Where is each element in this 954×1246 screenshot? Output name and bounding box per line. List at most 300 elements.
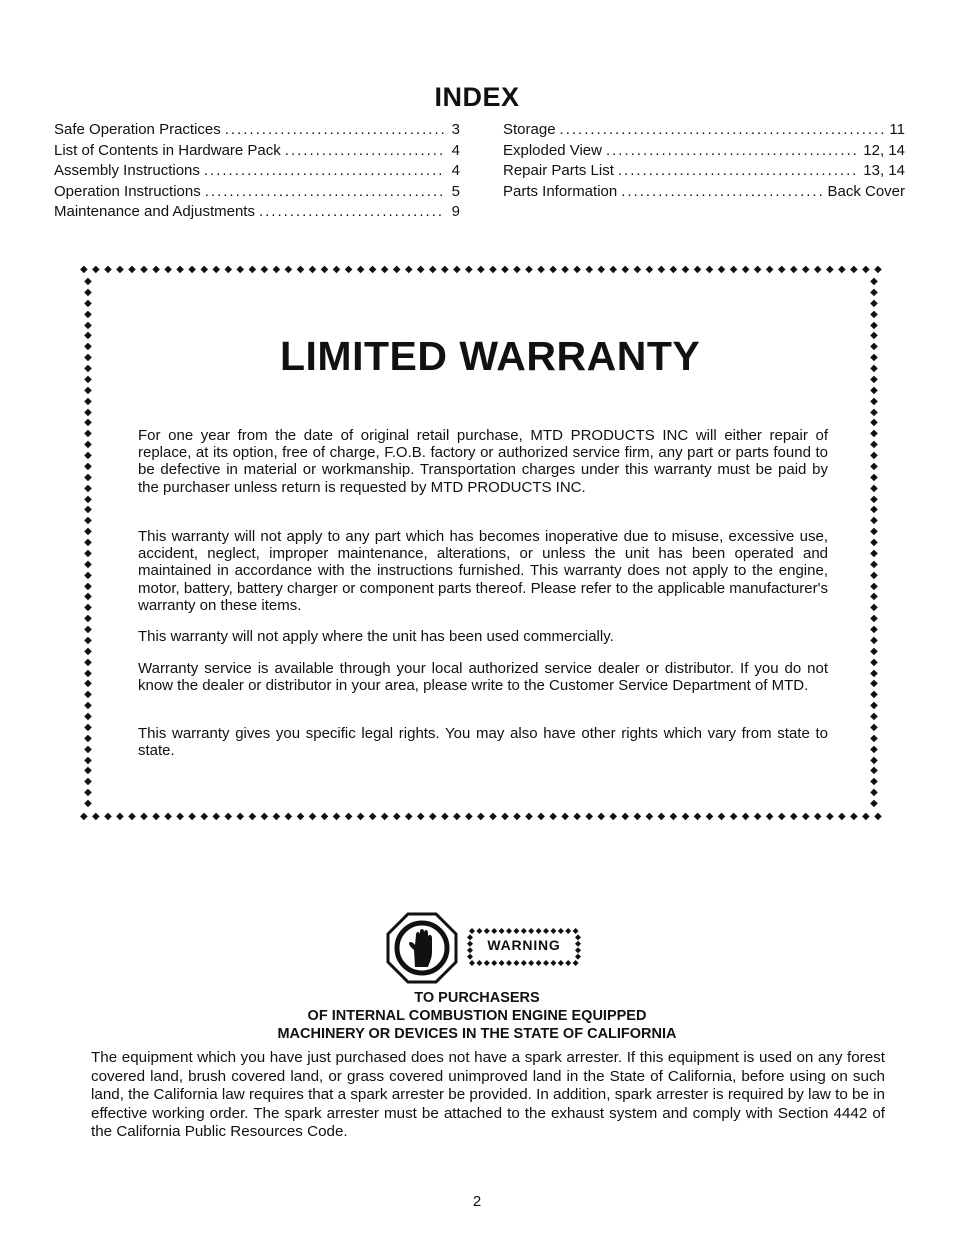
diamond-ornament: ◆ [84,395,92,407]
warranty-paragraph: Warranty service is available through your local authorized service dealer or distributor. If you do not know the dealer or distributor in your area, please write to the Customer Service Department of MTD. [138,660,828,695]
diamond-ornament: ◆ [870,591,878,603]
diamond-ornament: ◆ [870,352,878,364]
warning-heading-line: OF INTERNAL COMBUSTION ENGINE EQUIPPED [307,1008,647,1024]
diamond-ornament: ◆ [801,812,810,822]
diamond-ornament: ◆ [609,812,618,822]
diamond-ornament: ◆ [657,812,666,822]
warranty-paragraph: For one year from the date of original retail purchase, MTD PRODUCTS INC will either repair of replace, at its option, free of charge, F.O.B. factory or authorized service firm, any part or parts found to be defective in material or workmanship. Transportation charges under this warranty must be paid by the purchaser unless return is requested by MTD PRODUCTS INC. [138,427,828,496]
diamond-ornament: ◆ [356,265,365,275]
diamond-ornament: ◆ [657,265,666,275]
diamond-ornament: ◆ [801,265,810,275]
diamond-ornament: ◆ [380,812,389,822]
diamond-ornament: ◆ [152,265,160,275]
diamond-ornament: ◆ [870,798,878,809]
diamond-ornament: ◆ [862,812,870,822]
index-entry-page: 12, 14 [863,141,905,159]
diamond-ornament [528,960,534,966]
diamond-ornament: ◆ [753,265,762,275]
diamond-ornament: ◆ [84,700,92,712]
diamond-ornament: ◆ [248,812,257,822]
diamond-ornament: ◆ [870,277,878,287]
diamond-ornament: ◆ [870,395,878,407]
diamond-ornament [484,928,490,934]
diamond-ornament: ◆ [621,812,630,822]
diamond-ornament [506,960,512,966]
diamond-ornament: ◆ [84,667,92,679]
diamond-ornament: ◆ [84,798,92,809]
diamond-ornament: ◆ [874,812,882,822]
diamond-ornament: ◆ [870,373,878,385]
diamond-ornament: ◆ [140,265,148,275]
hand-stop-icon [386,912,458,984]
warning-heading-line: MACHINERY OR DEVICES IN THE STATE OF CALIFORNIA [277,1026,677,1042]
index-entry-page: 13, 14 [863,162,905,179]
diamond-ornament: ◆ [84,602,92,614]
diamond-ornament: ◆ [717,265,726,275]
diamond-ornament: ◆ [729,812,738,822]
diamond-ornament: ◆ [80,812,88,822]
diamond-ornament: ◆ [84,417,92,429]
diamond-ornament: ◆ [705,812,714,822]
diamond-ornament: ◆ [84,460,92,472]
index-entry-page: 11 [889,121,905,138]
warranty-paragraph: This warranty will not apply where the unit has been used commercially. [138,628,614,645]
diamond-ornament: ◆ [753,812,762,822]
diamond-ornament: ◆ [440,265,449,275]
diamond-ornament: ◆ [669,812,678,822]
diamond-ornament: ◆ [92,812,100,822]
diamond-ornament: ◆ [84,373,92,385]
diamond-ornament: ◆ [440,812,449,822]
diamond-ornament [550,928,556,934]
diamond-ornament: ◆ [465,812,473,822]
diamond-ornament: ◆ [320,812,329,822]
diamond-ornament: ◆ [693,265,702,275]
diamond-ornament: ◆ [84,613,92,625]
diamond-ornament: ◆ [537,265,545,275]
diamond-ornament: ◆ [870,537,878,548]
diamond-ornament: ◆ [870,460,878,472]
index-entry [54,202,460,223]
index-entry-page: 3 [451,121,460,138]
diamond-ornament: ◆ [84,656,92,668]
diamond-ornament [536,928,542,934]
diamond-ornament: ◆ [501,812,509,822]
diamond-ornament: ◆ [212,812,221,822]
diamond-ornament: ◆ [84,482,92,494]
diamond-ornament: ◆ [176,812,184,822]
warranty-title: LIMITED WARRANTY [280,333,701,379]
diamond-ornament: ◆ [404,265,413,275]
warning-heading-line: TO PURCHASERS [414,990,540,1006]
diamond-ornament: ◆ [870,384,878,396]
diamond-ornament: ◆ [489,812,497,822]
diamond-ornament: ◆ [84,624,92,635]
diamond-ornament: ◆ [573,812,581,822]
diamond-ornament: ◆ [284,812,293,822]
diamond-ornament: ◆ [489,265,497,275]
diamond-ornament: ◆ [80,265,88,275]
diamond-ornament: ◆ [104,265,112,275]
diamond-ornament: ◆ [870,634,878,646]
diamond-ornament [543,928,549,934]
diamond-ornament: ◆ [870,678,878,690]
diamond-ornament [543,960,549,966]
diamond-ornament: ◆ [308,812,317,822]
diamond-ornament: ◆ [84,297,92,309]
diamond-ornament [521,960,527,966]
diamond-ornament: ◆ [525,812,533,822]
diamond-ornament: ◆ [84,330,92,342]
warranty-paragraph: This warranty gives you specific legal rights. You may also have other rights which vary from state to state. [138,725,828,760]
diamond-ornament: ◆ [320,265,329,275]
diamond-ornament: ◆ [765,265,774,275]
diamond-ornament: ◆ [645,812,654,822]
diamond-ornament: ◆ [104,812,112,822]
index-entry [54,141,460,162]
index-entry [54,161,460,182]
diamond-ornament: ◆ [549,812,557,822]
diamond-ornament: ◆ [870,439,878,451]
diamond-ornament: ◆ [633,812,642,822]
diamond-ornament: ◆ [308,265,317,275]
diamond-ornament [513,928,519,934]
diamond-ornament: ◆ [84,439,92,451]
diamond-ornament: ◆ [693,812,702,822]
diamond-ornament: ◆ [870,363,878,374]
diamond-ornament: ◆ [84,591,92,603]
index-entry-label: Assembly Instructions [54,162,200,179]
diamond-ornament: ◆ [84,732,92,744]
diamond-ornament: ◆ [284,265,293,275]
diamond-ornament: ◆ [870,286,878,298]
diamond-ornament: ◆ [870,656,878,668]
diamond-ornament: ◆ [870,493,878,505]
diamond-ornament: ◆ [645,265,654,275]
diamond-ornament: ◆ [870,645,878,657]
diamond-ornament: ◆ [84,547,92,559]
diamond-ornament [506,928,512,934]
diamond-ornament: ◆ [428,812,437,822]
diamond-ornament: ◆ [477,812,485,822]
diamond-ornament: ◆ [870,558,878,570]
index-entry-label: Parts Information [503,182,618,200]
diamond-ornament: ◆ [404,812,413,822]
diamond-ornament [491,928,497,934]
diamond-ornament: ◆ [741,265,750,275]
index-entry-label: Storage [503,121,556,138]
diamond-border-right [867,277,881,809]
diamond-ornament: ◆ [224,812,233,822]
diamond-ornament: ◆ [84,384,92,396]
diamond-ornament: ◆ [92,265,100,275]
diamond-ornament: ◆ [260,265,269,275]
index-entry [503,161,905,182]
diamond-ornament: ◆ [344,812,353,822]
diamond-ornament [550,960,556,966]
diamond-ornament: ◆ [609,265,618,275]
warning-badge-label: WARNING [487,937,561,953]
diamond-ornament: ◆ [870,471,878,483]
diamond-ornament: ◆ [837,812,846,822]
diamond-ornament: ◆ [84,645,92,657]
diamond-ornament: ◆ [84,363,92,374]
diamond-ornament [499,960,505,966]
index-right-column [503,120,905,202]
index-entry [503,141,905,162]
index-entry-label: Exploded View [503,141,602,159]
index-left-column [54,120,460,223]
index-entry-label: Safe Operation Practices [54,121,221,138]
index-entry [503,182,905,203]
diamond-ornament: ◆ [870,406,878,418]
index-entry-label: List of Contents in Hardware Pack [54,141,281,159]
diamond-ornament: ◆ [870,319,878,331]
diamond-ornament: ◆ [870,297,878,309]
diamond-ornament: ◆ [870,602,878,614]
index-entry [54,182,460,203]
diamond-ornament: ◆ [84,765,92,777]
diamond-ornament: ◆ [850,265,858,275]
diamond-ornament: ◆ [870,428,878,440]
diamond-ornament: ◆ [84,319,92,331]
diamond-ornament: ◆ [84,580,92,592]
diamond-ornament [469,928,475,934]
diamond-ornament: ◆ [765,812,774,822]
diamond-ornament: ◆ [212,265,221,275]
diamond-ornament: ◆ [260,812,269,822]
diamond-ornament: ◆ [84,406,92,418]
diamond-ornament [573,960,579,966]
diamond-ornament: ◆ [813,265,822,275]
diamond-ornament: ◆ [870,732,878,744]
diamond-ornament: ◆ [380,265,389,275]
diamond-ornament: ◆ [561,265,569,275]
diamond-ornament: ◆ [84,286,92,298]
diamond-ornament: ◆ [116,265,124,275]
diamond-ornament: ◆ [84,428,92,440]
diamond-ornament: ◆ [561,812,569,822]
diamond-ornament: ◆ [870,330,878,342]
diamond-ornament: ◆ [870,526,878,538]
diamond-ornament: ◆ [870,776,878,788]
diamond-ornament: ◆ [870,504,878,516]
diamond-ornament [558,960,564,966]
diamond-ornament [521,928,527,934]
diamond-ornament: ◆ [84,493,92,505]
diamond-ornament: ◆ [84,689,92,701]
diamond-ornament: ◆ [870,754,878,766]
diamond-ornament: ◆ [870,580,878,592]
diamond-ornament: ◆ [870,624,878,635]
diamond-ornament: ◆ [84,277,92,287]
page-number: 2 [472,1193,482,1210]
diamond-ornament [476,960,482,966]
diamond-ornament: ◆ [84,787,92,799]
diamond-ornament: ◆ [741,812,750,822]
diamond-ornament: ◆ [573,265,581,275]
diamond-ornament: ◆ [777,812,786,822]
index-entry-page: 5 [451,182,460,200]
diamond-ornament: ◆ [84,634,92,646]
diamond-ornament: ◆ [296,265,305,275]
diamond-ornament: ◆ [176,265,184,275]
diamond-ornament [476,928,482,934]
diamond-ornament: ◆ [525,265,533,275]
diamond-ornament: ◆ [870,308,878,320]
diamond-ornament: ◆ [84,711,92,722]
diamond-ornament: ◆ [84,308,92,320]
diamond-ornament: ◆ [870,689,878,701]
diamond-ornament: ◆ [428,265,437,275]
diamond-ornament: ◆ [681,812,690,822]
diamond-ornament: ◆ [729,265,738,275]
index-entry-page: Back Cover [827,182,905,200]
diamond-ornament: ◆ [870,417,878,429]
diamond-ornament: ◆ [789,812,798,822]
diamond-ornament: ◆ [84,569,92,581]
diamond-ornament: ◆ [789,265,798,275]
diamond-ornament: ◆ [416,812,425,822]
diamond-ornament: ◆ [870,547,878,559]
diamond-ornament: ◆ [681,265,690,275]
diamond-ornament: ◆ [870,450,878,461]
diamond-ornament: ◆ [84,341,92,353]
diamond-ornament: ◆ [84,471,92,483]
diamond-ornament: ◆ [452,265,461,275]
diamond-ornament: ◆ [825,812,834,822]
diamond-ornament: ◆ [84,776,92,788]
diamond-ornament: ◆ [200,812,209,822]
diamond-ornament: ◆ [200,265,209,275]
diamond-ornament: ◆ [549,265,557,275]
diamond-ornament [536,960,542,966]
diamond-ornament: ◆ [84,558,92,570]
diamond-ornament: ◆ [152,812,160,822]
diamond-ornament: ◆ [356,812,365,822]
diamond-ornament [467,954,473,960]
diamond-ornament: ◆ [669,265,678,275]
diamond-ornament: ◆ [870,721,878,733]
diamond-ornament: ◆ [870,341,878,353]
index-entry [54,120,460,141]
diamond-ornament: ◆ [128,812,136,822]
diamond-ornament: ◆ [188,265,196,275]
diamond-ornament: ◆ [862,265,870,275]
diamond-ornament [565,960,571,966]
diamond-ornament: ◆ [164,265,172,275]
diamond-ornament [491,960,497,966]
diamond-ornament: ◆ [874,265,882,275]
diamond-ornament: ◆ [84,537,92,548]
diamond-ornament: ◆ [332,265,341,275]
diamond-ornament: ◆ [813,812,822,822]
diamond-ornament: ◆ [870,569,878,581]
diamond-ornament: ◆ [224,265,233,275]
diamond-ornament: ◆ [870,482,878,494]
warranty-paragraph: This warranty will not apply to any part which has becomes inoperative due to misuse, excessive use, accident, neglect, improper maintenance, alterations, or unless the unit has been operated and maintained in accordance with the instructions furnished. This warranty does not apply to the engine, motor, battery, battery charger or component parts thereof. Please refer to the applicable manufacturer's warranty on these items. [138,528,828,614]
diamond-ornament [499,928,505,934]
diamond-ornament: ◆ [236,265,245,275]
diamond-ornament: ◆ [84,721,92,733]
diamond-ornament: ◆ [236,812,245,822]
warning-body-text: The equipment which you have just purchased does not have a spark arrester. If this equipment is used on any forest covered land, brush covered land, or grass covered unimproved land in the State of California, before using on such land, the California law requires that a spark arrester be provided. In addition, spark arrester is required by law to be in effective working order. The spark arrester must be attached to the exhaust system and comply with Section 4442 of the California Public Resources Code. [91,1049,885,1141]
diamond-ornament: ◆ [597,265,606,275]
diamond-ornament: ◆ [452,812,461,822]
diamond-ornament: ◆ [332,812,341,822]
diamond-ornament [469,960,475,966]
diamond-ornament: ◆ [513,812,521,822]
diamond-ornament: ◆ [368,812,377,822]
diamond-ornament: ◆ [870,743,878,755]
diamond-ornament: ◆ [870,711,878,722]
index-entry-page: 4 [451,162,460,179]
index-entry-page: 9 [451,203,460,220]
diamond-ornament: ◆ [84,743,92,755]
index-title: INDEX [434,82,520,112]
diamond-border-left [81,277,95,809]
diamond-ornament: ◆ [597,812,606,822]
diamond-ornament: ◆ [850,812,858,822]
diamond-ornament: ◆ [272,265,281,275]
diamond-ornament: ◆ [84,450,92,461]
diamond-ornament: ◆ [870,765,878,777]
diamond-ornament: ◆ [140,812,148,822]
diamond-ornament: ◆ [392,265,401,275]
diamond-ornament: ◆ [84,352,92,364]
diamond-ornament: ◆ [392,812,401,822]
diamond-ornament [565,928,571,934]
diamond-ornament: ◆ [537,812,545,822]
diamond-border-bottom [80,812,882,826]
diamond-ornament: ◆ [84,678,92,690]
diamond-ornament: ◆ [84,504,92,516]
diamond-ornament: ◆ [188,812,196,822]
diamond-ornament: ◆ [870,700,878,712]
diamond-ornament: ◆ [705,265,714,275]
diamond-ornament: ◆ [477,265,485,275]
diamond-ornament: ◆ [84,526,92,538]
diamond-ornament: ◆ [248,265,257,275]
diamond-ornament: ◆ [837,265,846,275]
diamond-ornament: ◆ [501,265,509,275]
diamond-ornament: ◆ [416,265,425,275]
diamond-ornament: ◆ [84,515,92,527]
diamond-ornament: ◆ [585,265,594,275]
diamond-ornament: ◆ [870,613,878,625]
diamond-border-top [80,265,882,279]
index-entry [503,120,905,141]
diamond-ornament: ◆ [465,265,473,275]
diamond-ornament: ◆ [870,515,878,527]
diamond-ornament: ◆ [116,812,124,822]
index-entry-label: Maintenance and Adjustments [54,203,255,220]
diamond-ornament: ◆ [870,787,878,799]
diamond-ornament: ◆ [717,812,726,822]
diamond-ornament: ◆ [128,265,136,275]
diamond-ornament: ◆ [633,265,642,275]
diamond-ornament [484,960,490,966]
diamond-ornament: ◆ [585,812,594,822]
diamond-ornament: ◆ [777,265,786,275]
diamond-ornament: ◆ [84,754,92,766]
diamond-ornament [513,960,519,966]
diamond-ornament [575,954,581,960]
diamond-ornament: ◆ [164,812,172,822]
index-entry-label: Repair Parts List [503,162,614,179]
diamond-ornament: ◆ [870,667,878,679]
diamond-ornament: ◆ [272,812,281,822]
